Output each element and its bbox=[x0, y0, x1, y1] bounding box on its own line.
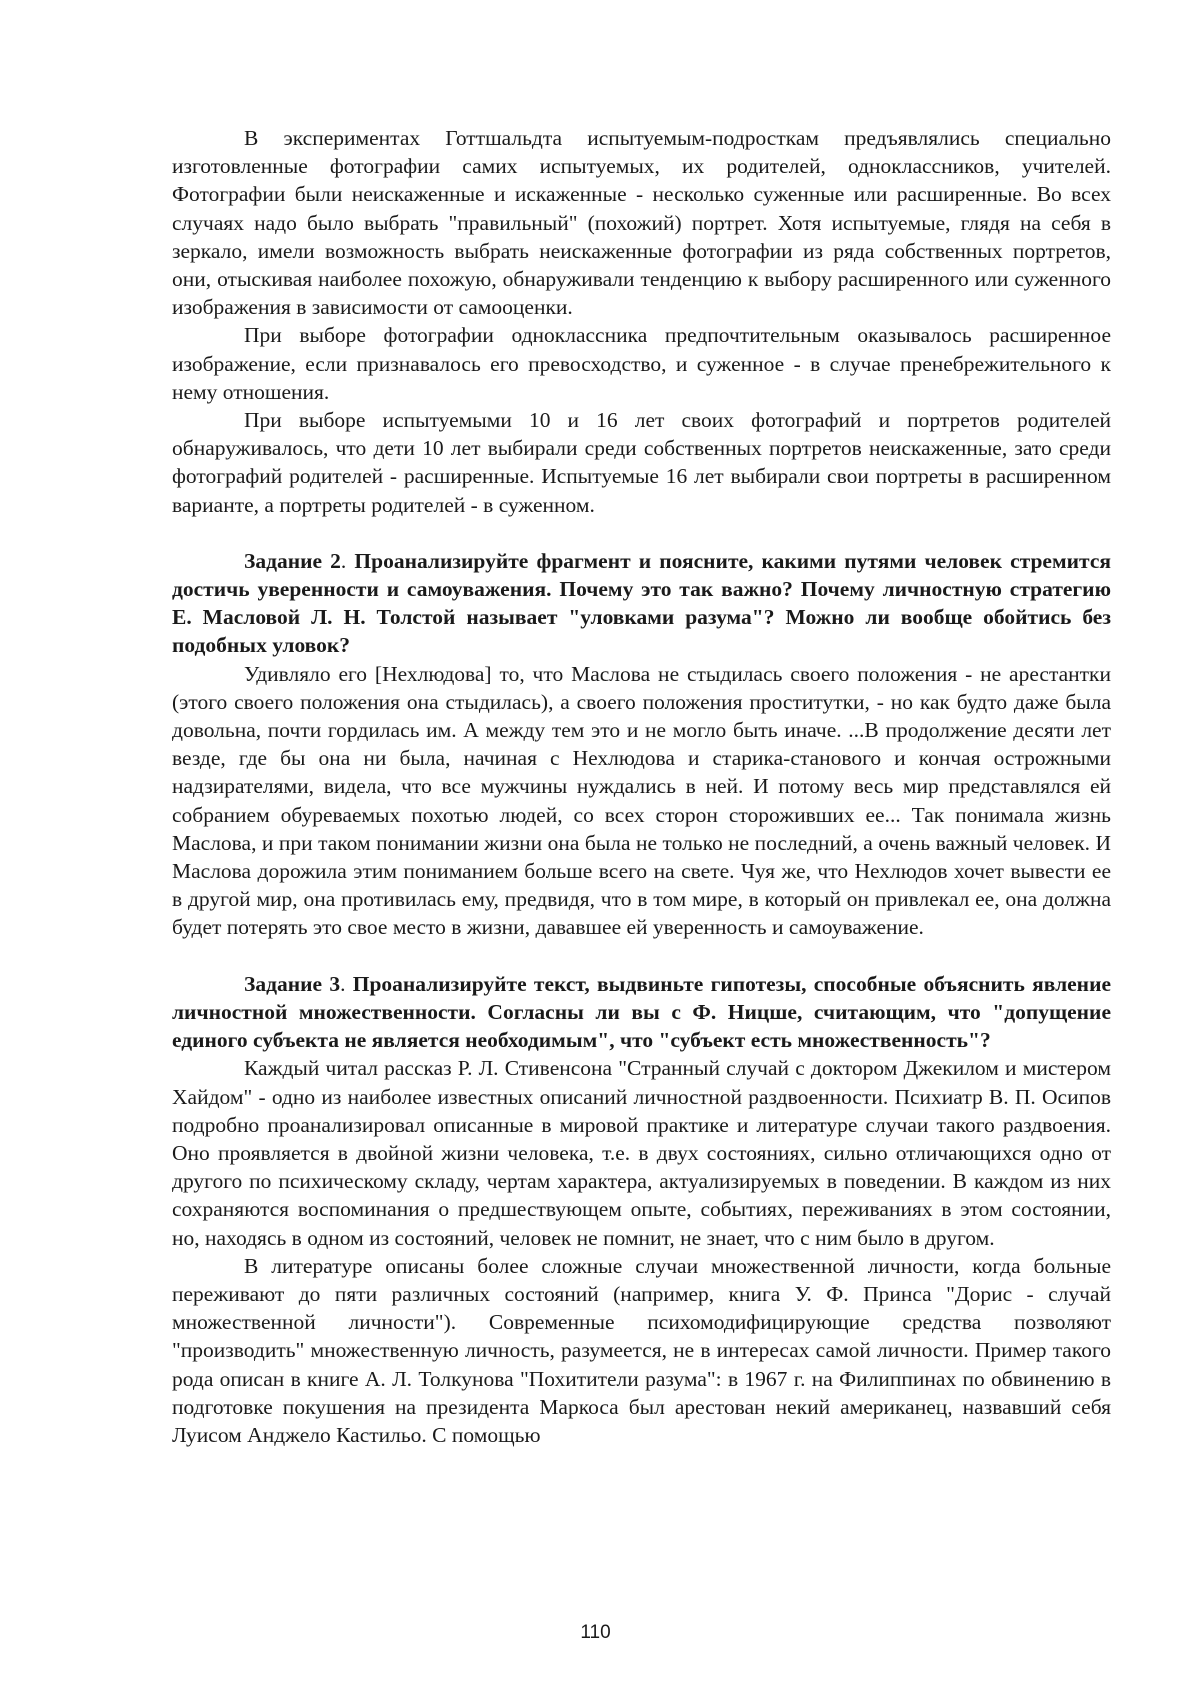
task-3-label: Задание 3 bbox=[244, 971, 341, 996]
intro-paragraph-2: При выборе фотографии одноклассника предпочтительным оказывалось расширенное изображение, если признавалось его превосходство, и суженное - в случае пренебрежительного к нему отношения. bbox=[172, 323, 1111, 404]
task-2-text: Удивляло его [Нехлюдова] то, что Маслова не стыдилась своего положения - не арестантки (этого своего положения она стыдилась), а своего положения проститутки, - но как будто даже была довольна, почти гордилась им. А между тем это и не могло быть иначе. ...В продолжение десяти лет везде, где бы она ни была, начиная с Нехлюдова и старика-станового и кончая острожными надзирателями, видела, что все мужчины нуждались в ней. И потому весь мир представлялся ей собранием обуреваемых похотью людей, со всех сторон стороживших ее... Так понимала жизнь Маслова, и при таком понимании жизни она была не только не последний, а очень важный человек. И Маслова дорожила этим пониманием больше всего на свете. Чуя же, что Нехлюдов хочет вывести ее в другой мир, она противилась ему, предвидя, что в том мире, в который он привлекал ее, она должна будет потерять это свое место в жизни, дававшее ей уверенность и самоуважение. bbox=[172, 661, 1111, 940]
task-2-label: Задание 2 bbox=[244, 548, 341, 573]
intro-paragraph-1: В экспериментах Готтшальдта испытуемым-подросткам предъявлялись специально изготовленные фотографии самих испытуемых, их родителей, одноклассников, учителей. Фотографии были неискаженные и искаженные - несколько суженные или расширенные. Во всех случаях надо было выбрать "правильный" (похожий) портрет. Хотя испытуемые, глядя на себя в зеркало, имели возможность выбрать неискаженные фотографии из ряда собственных портретов, они, отыскивая наиболее похожую, обнаруживали тенденцию к выбору расширенного или суженного изображения в зависимости от самооценки. bbox=[172, 126, 1111, 320]
task-3-heading bbox=[172, 970, 1111, 1055]
task-3-question: Проанализируйте текст, выдвиньте гипотезы, способные объяснить явление личностной множественности. Согласны ли вы с Ф. Ницше, считающим, что "допущение единого субъекта не является необходимым", что "субъект есть множественность"? bbox=[172, 971, 1111, 1053]
task-2-dot: . bbox=[340, 548, 347, 573]
task-2-heading bbox=[172, 547, 1111, 660]
task-3-paragraph-1: Каждый читал рассказ Р. Л. Стивенсона "Странный случай с доктором Джекилом и мистером Хайдом" - одно из наиболее известных описаний личностной раздвоенности. Психиатр В. П. Осипов подробно проанализировал описанные в мировой практике и литературе случаи такого раздвоения. Оно проявляется в двойной жизни человека, т.е. в двух состояниях, сильно отличающихся одно от другого по психическому складу, чертам характера, актуализируемых в поведении. В каждом из них сохраняются воспоминания о предшествующем опыте, событиях, переживаниях в этом состоянии, но, находясь в одном из состояний, человек не помнит, не знает, что с ним было в другом. bbox=[172, 1056, 1111, 1250]
intro-paragraph-3: При выборе испытуемыми 10 и 16 лет своих фотографий и портретов родителей обнаруживалось, что дети 10 лет выбирали среди собственных портретов неискаженные, зато среди фотографий родителей - расширенные. Испытуемые 16 лет выбирали свои портреты в расширенном варианте, а портреты родителей - в суженном. bbox=[172, 408, 1111, 517]
page-number: 110 bbox=[580, 1622, 611, 1643]
task-2-question: Проанализируйте фрагмент и поясните, какими путями человек стремится достичь уверенности и самоуважения. Почему это так важно? Почему личностную стратегию Е. Масловой Л. Н. Толстой называет "уловками разума"? Можно ли вообще обойтись без подобных уловок? bbox=[172, 548, 1111, 658]
page-body bbox=[172, 124, 1111, 1449]
task-3-dot: . bbox=[340, 971, 346, 996]
task-3-paragraph-2: В литературе описаны более сложные случаи множественной личности, когда больные переживают до пяти различных состояний (например, книга У. Ф. Принса "Дорис - случай множественной личности"). Современные психомодифицирующие средства позволяют "производить" множественную личность, разумеется, не в интересах самой личности. Пример такого рода описан в книге А. Л. Толкунова "Похитители разума": в 1967 г. на Филиппинах по обвинению в подготовке покушения на президента Маркоса был арестован некий американец, назвавший себя Луисом Анджело Кастильо. С помощью bbox=[172, 1253, 1111, 1447]
